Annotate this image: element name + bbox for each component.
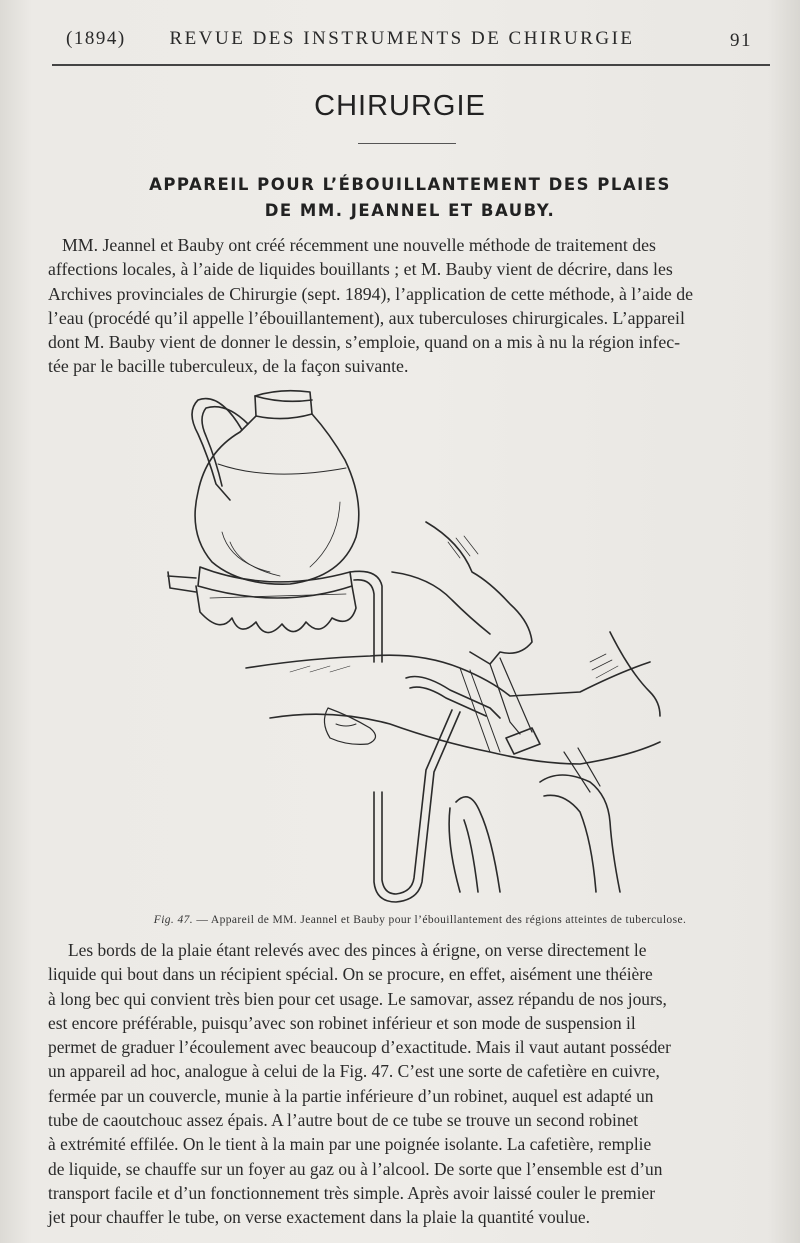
running-head	[52, 22, 752, 52]
section-divider	[358, 143, 456, 144]
text-line: Les bords de la plaie étant relevés avec des pinces à érigne, on verse directement le	[68, 940, 647, 960]
running-head-title: REVUE DES INSTRUMENTS DE CHIRURGIE	[169, 28, 635, 49]
text-line: à extrémité effilée. On le tient à la main par une poignée isolante. La cafetière, remplie	[48, 1134, 652, 1155]
page-number: 91	[730, 30, 752, 51]
article-title-line: APPAREIL POUR L’ÉBOUILLANTEMENT DES PLAIES	[149, 175, 671, 194]
hands-drawing	[246, 522, 660, 892]
text-line: est encore préférable, puisqu’avec son robinet inférieur et son mode de suspension il	[48, 1012, 636, 1033]
pitcher-drawing	[168, 391, 460, 902]
text-line: de liquide, se chauffe sur un foyer au gaz ou à l’alcool. De sorte que l’ensemble est d’un	[48, 1158, 663, 1179]
text-line: affections locales, à l’aide de liquides bouillants ; et M. Bauby vient de décrire, dans les	[48, 259, 673, 280]
text-line: dont M. Bauby vient de donner le dessin, s’emploie, quand on a mis à nu la région infec-	[48, 332, 681, 353]
text-line: MM. Jeannel et Bauby ont créé récemment une nouvelle méthode de traitement des	[62, 235, 656, 255]
running-head-year: (1894)	[66, 28, 126, 49]
text-line: jet pour chauffer le tube, on verse exactement dans la plaie la quantité voulue.	[48, 1207, 590, 1228]
header-rule	[52, 64, 770, 66]
text-line: tée par le bacille tuberculeux, de la façon suivante.	[48, 356, 409, 377]
figure-caption	[0, 914, 800, 926]
text-line: liquide qui bout dans un récipient spécial. On se procure, en effet, aisément une théière	[48, 964, 653, 985]
figure-caption-text: — Appareil de MM. Jeannel et Bauby pour l’ébouillantement des régions atteintes de tuberculose.	[193, 914, 687, 926]
text-line: un appareil ad hoc, analogue à celui de la Fig. 47. C’est une sorte de cafetière en cuivre,	[48, 1061, 660, 1082]
text-line: fermée par un couvercle, munie à la partie inférieure d’un robinet, auquel est adapté un	[48, 1085, 654, 1106]
text-line: transport facile et d’un fonctionnement très simple. Après avoir laissé couler le premier	[48, 1182, 656, 1203]
figure-label: Fig. 47.	[153, 914, 194, 926]
text-line: Archives provinciales de Chirurgie (sept. 1894), l’application de cette méthode, à l’aide de	[48, 283, 694, 304]
article-title-line: DE MM. JEANNEL ET BAUBY.	[264, 201, 556, 220]
section-title: CHIRURGIE	[314, 90, 486, 122]
text-line: à long bec qui convient très bien pour cet usage. Le samovar, assez répandu de nos jours,	[48, 988, 667, 1009]
text-line: tube de caoutchouc assez épais. A l’autre bout de ce tube se trouve un second robinet	[48, 1110, 639, 1131]
figure-47-illustration	[160, 372, 720, 907]
text-line: permet de graduer l’écoulement avec beaucoup d’exactitude. Mais il vaut autant posséder	[48, 1037, 671, 1058]
body-paragraph	[48, 938, 776, 1230]
intro-paragraph	[48, 233, 776, 379]
text-line: l’eau (procédé qu’il appelle l’ébouillantement), aux tuberculoses chirurgicales. L’appareil	[48, 307, 685, 328]
article-title	[60, 172, 760, 224]
